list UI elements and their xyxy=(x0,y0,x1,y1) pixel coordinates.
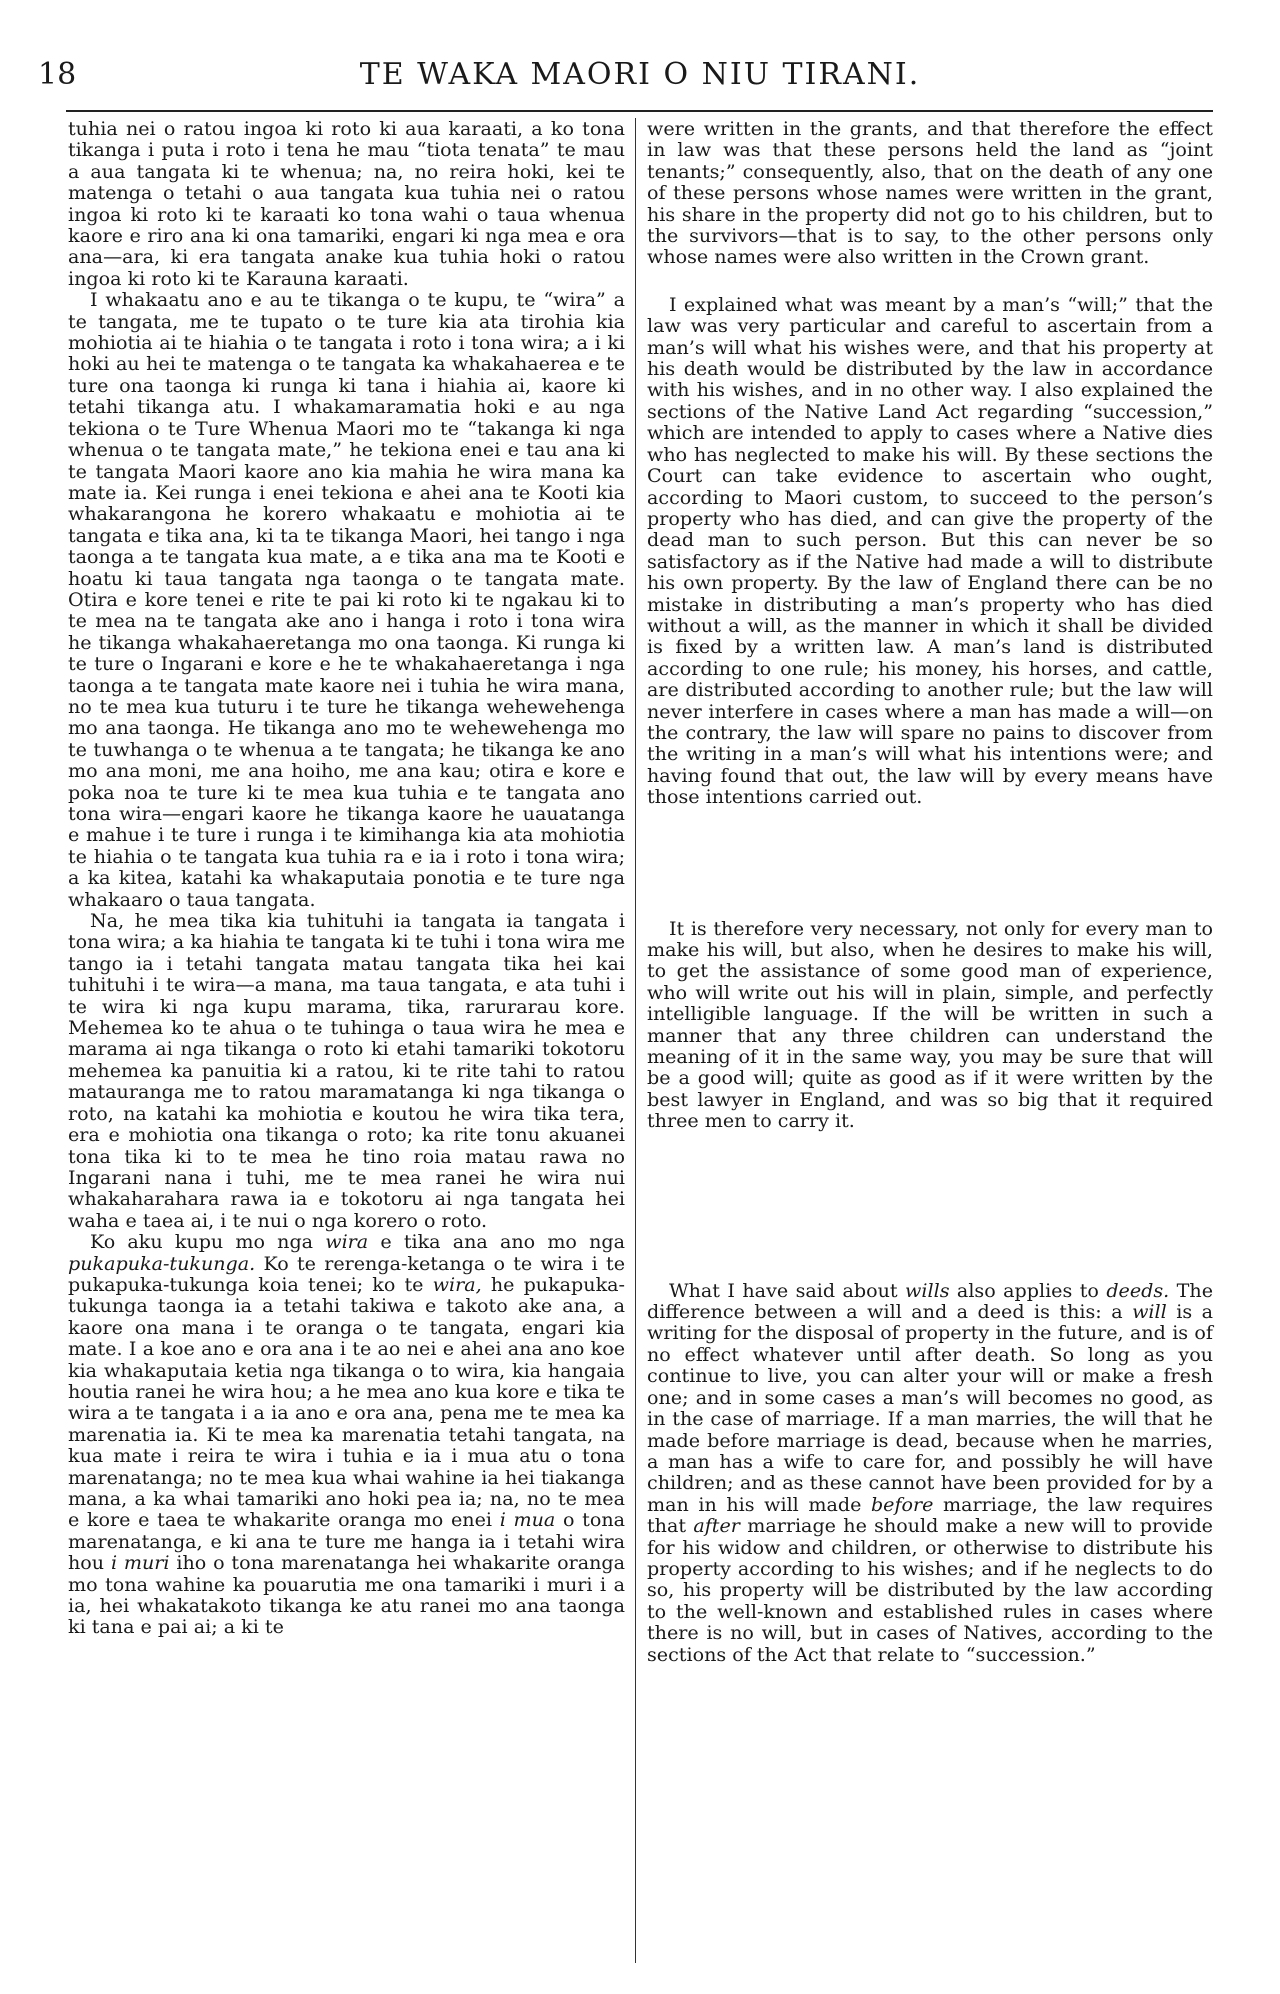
english-paragraph-3: It is therefore very necessary, not only for every man to make his will, but also, when he desires to make his will, to get the assistance of some good man of experience, who will write out his will in plain, simple, and perfectly intelligible language. If the will be written in such a manner that any three children can understand the meaning of it in the same way, you may be sure that will be a good will; quite as good as if it were written by the best lawyer in England, and was so big that it required three men to carry it. xyxy=(647,916,1213,1133)
page-number: 18 xyxy=(38,57,77,92)
header-rule xyxy=(66,110,1213,112)
italic-before: before xyxy=(870,1492,934,1516)
italic-pukapuka: pukapuka-tukunga. xyxy=(68,1251,256,1275)
column-divider xyxy=(635,118,636,1963)
italic-i-muri: i muri xyxy=(110,1551,170,1575)
italic-wills: wills xyxy=(905,1278,950,1302)
english-paragraph-1: were written in the grants, and that therefore the effect in law was that these persons held the land as “joint tenants;” consequently, also, that on the death of any one of these persons whose names were written in the grant, his share in the property did not go to his children, but to the survivors—that is to say, to the other persons only whose names were also written in the Crown grant. xyxy=(647,117,1213,269)
italic-after: after xyxy=(693,1514,740,1538)
maori-paragraph-2: I whakaatu ano e au te tikanga o te kupu, te “wira” a te tangata, me te tupato o te ture kia ata tirohia kia mohiotia ai te hiahia o te tangata i roto i tona wira; a i ki hoki au hei te matenga o te tangata ka whakahaerea e te ture ona taonga ki runga ki tana i hiahia ai, kaore ki tetahi tikanga atu. I whakamaramatia hoki e au nga tekiona o te Ture Whenua Maori mo te “takanga ki nga whenua o te tangata mate,” he tekiona enei e tau ana ki te tangata Maori kaore ano kia mahia he wira mana ka mate ia. Kei runga i enei tekiona e ahei ana te Kooti kia whakarangona he korero whakaatu e mohiotia ai te tangata e tika ana, ki ta te tikanga Maori, hei tango i nga taonga a te tangata kua mate, a e tika ana ma te Kooti e hoatu ki taua tangata nga taonga o te tangata mate. Otira e kore tenei e rite te pai ki roto ki te ngakau ki to te mea na te tangata ake ano i hanga i roto i tona wira he tikanga whakahaeretanga mo ona taonga. Ki runga ki te ture o Ingarani e kore e he te whakahaeretanga i nga taonga a te tangata mate kaore nei i tuhia he wira mana, no te mea kua tuturu i te ture he tikanga wehewehenga mo ana taonga. He tikanga ano mo te wehewehenga mo te tuwhanga o te whenua a te tangata; he tikanga ke ano mo ana moni, me ana hoiho, me ana kau; otira e kore e poka noa te ture ki te mea kua tuhia e te tangata ano tona wira—engari kaore he tikanga kaore he uauatanga e mahue i te ture i runga i te kimihanga kia ata mohiotia te hiahia o te tangata kua tuhia ra e ia i roto i tona wira; a ka kitea, katahi ka whakaputaia ponotia e te ture nga whakaaro o taua tangata. xyxy=(68,288,625,911)
italic-wira: wira xyxy=(325,1230,369,1254)
maori-paragraph-1: tuhia nei o ratou ingoa ki roto ki aua karaati, a ko tona tikanga i puta i roto i tena he mau “tiota tenata” te mau a aua tangata ki te whenua; na, no reira hoki, kei te matenga o tetahi o aua tangata kua tuhia nei o ratou ingoa ki roto ki te karaati ko tona wahi o taua whenua kaore e riro ana ki ona tamariki, engari ki nga mea e ora ana—ara, ki era tangata anake kua tuhia hoki o ratou ingoa ki roto ki te Karauna karaati. xyxy=(68,117,625,290)
english-paragraph-4: What I have said about wills also applies to deeds. The difference between a will and a deed is this: a will is a writing for the disposal of property in the future, and is of no effect whatever until after death. So long as you continue to live, you can alter your will or make a fresh one; and in some cases a man’s will becomes no good, as in the case of marriage. If a man marries, the will that he made before marriage is dead, because when he marries, a man has a wife to care for, and possibly he will have children; and as these cannot have been provided for by a man in his will made before marriage, the law requires that after marriage he should make a new will to provide for his widow and children, or otherwise to distribute his property according to his wishes; and if he neglects to do so, his property will be distributed by the law according to the well-known and established rules in cases where there is no will, but in cases of Natives, according to the sections of the Act that relate to “succession.” xyxy=(647,1278,1214,1666)
running-title: TE WAKA MAORI O NIU TIRANI. xyxy=(359,57,921,92)
maori-text-column xyxy=(68,118,625,1968)
maori-paragraph-4: Ko aku kupu mo nga wira e tika ana ano mo nga pukapuka-tukunga. Ko te rerenga-ketanga o te wira i te pukapuka-tukunga koia tenei; ko te wira, he pukapuka-tukunga taonga ia a tetahi takiwa e takoto ake ana, a kaore ona mana i te oranga o te tangata, engari kia mate. I a koe ano e ora ana i te ao nei e ahei ana ano koe kia whakaputaia ketia nga tikanga o to wira, kia hangaia houtia ranei he wira hou; a he mea ano kua kore e tika te wira a te tangata i a ia ano e ora ana, pena me te mea ka marenatia ia. Ki te mea ka marenatia tetahi tangata, na kua mate i reira te wira i tuhia e ia i mua atu o tona marenatanga; no te mea kua whai wahine ia hei tiakanga mana, a ka whai tamariki ano hoki pea ia; na, no te mea e kore e taea te whakarite oranga mo enei i mua o tona marenatanga, e ki ana te ture me hanga ia i tetahi wira hou i muri iho o tona marenatanga hei whakarite oranga mo tona wahine ka pouarutia me ona tamariki i muri i a ia, hei whakatakoto tikanga ke atu ranei mo ana taonga ki tana e pai ai; a ki te xyxy=(68,1230,625,1639)
italic-will: will xyxy=(1132,1300,1167,1324)
italic-i-mua: i mua xyxy=(499,1508,556,1532)
english-paragraph-2: I explained what was meant by a man’s “will;” that the law was very particular and careful to ascertain from a man’s will what his wishes were, and that his property at his death would be distributed by the law in accordance with his wishes, and in no other way. I also explained the sections of the Native Land Act regarding “succession,” which are intended to apply to cases where a Native dies who has neglected to make his will. By these sections the Court can take evidence to ascertain who ought, according to Maori custom, to succeed to the person’s property who has died, and can give the property of the dead man to such person. But this can never be so satisfactory as if the Native had made a will to distribute his own property. By the law of England there can be no mistake in distributing a man’s property who has died without a will, as the manner in which it shall be divided is fixed by a written law. A man’s land is distributed according to one rule; his money, his horses, and cattle, are distributed according to another rule; but the law will never interfere in cases where a man has made a will—on the contrary, the law will spare no pains to discover from the writing in a man’s will what his intentions were; and having found that out, the law will by every means have those intentions carried out. xyxy=(647,292,1213,809)
italic-deeds: deeds. xyxy=(1106,1278,1170,1302)
maori-paragraph-3: Na, he mea tika kia tuhituhi ia tangata ia tangata i tona wira; a ka hiahia te tangata ki te tuhi i tona wira me tango ia i tetahi tangata matau tangata tika hei kai tuhituhi i te wira—a mana, ma taua tangata, e ata tuhi i te wira ki nga kupu marama, tika, rarurarau kore. Mehemea ko te ahua o te tuhinga o taua wira he mea e marama ai nga tikanga o roto ki etahi tamariki tokotoru mehemea ka panuitia ki a ratou, ki te rite tahi to ratou matauranga me to ratou maramatanga ki nga tikanga o roto, na katahi ka mohiotia e koutou he wira tika tera, era e mohiotia ona tikanga o roto; ka rite tonu akuanei tona tika ki to te mea he tino roia matau rawa no Ingarani nana i tuhi, me te mea ranei he wira nui whakaharahara rawa ia e tokotoru ai nga tangata hei waha e taea ai, i te nui o nga korero o roto. xyxy=(68,909,625,1232)
italic-wira-2: wira, xyxy=(432,1272,482,1296)
english-text-column xyxy=(647,118,1213,1968)
